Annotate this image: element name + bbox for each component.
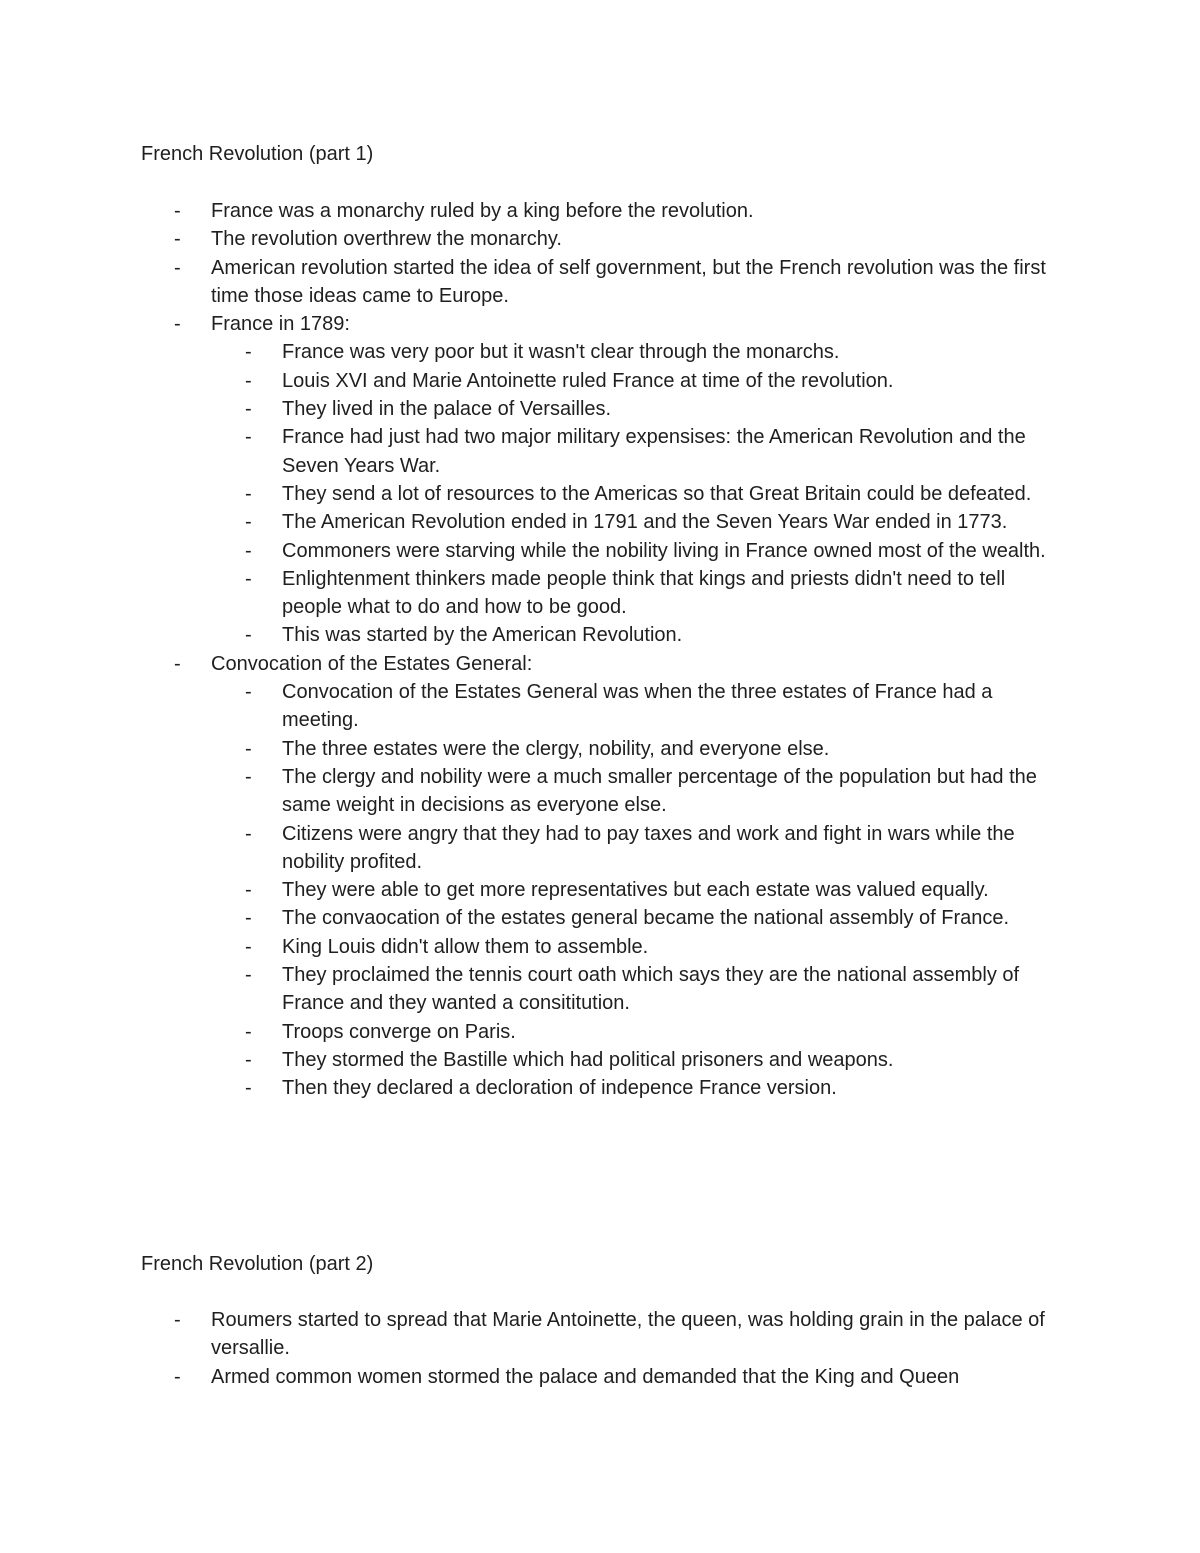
list-item xyxy=(0,1363,1051,1391)
bullet-dash: - xyxy=(245,341,252,364)
list-item xyxy=(0,310,1051,338)
bullet-dash: - xyxy=(245,426,252,449)
bullet-dash: - xyxy=(245,822,252,845)
list-item-text: Enlightenment thinkers made people think that kings and priests didn't need to tell people what to do and how to be good. xyxy=(282,567,1006,619)
list-item xyxy=(0,225,1051,253)
bullet-dash: - xyxy=(174,200,181,222)
bullet-dash: - xyxy=(245,1077,252,1100)
list-item xyxy=(0,395,1057,423)
bullet-dash: - xyxy=(245,539,252,562)
list-item-text: Convocation of the Estates General was when the three estates of France had a meeting. xyxy=(282,681,993,732)
list-item-text: Roumers started to spread that Marie Antoinette, the queen, was holding grain in the palace of versallie. xyxy=(211,1309,1045,1360)
list-item xyxy=(0,876,1057,904)
list-item-text: The clergy and nobility were a much smaller percentage of the population but had the same weight in decisions as everyone else. xyxy=(282,765,1037,817)
list-item-text: They send a lot of resources to the Americas so that Great Britain could be defeated. xyxy=(282,482,1032,505)
list-item-text: Citizens were angry that they had to pay taxes and work and fight in wars while the nobility profited. xyxy=(282,822,1015,873)
bullet-dash: - xyxy=(245,907,252,930)
list-item xyxy=(0,565,1057,622)
list-item xyxy=(0,678,1057,735)
list-item-text: Commoners were starving while the nobility living in France owned most of the wealth. xyxy=(282,539,1046,562)
list-item xyxy=(0,1018,1057,1046)
list-item-text: France had just had two major military expensises: the American Revolution and the Seven Years War. xyxy=(282,426,1026,477)
bullet-dash: - xyxy=(245,681,252,704)
list-item xyxy=(0,735,1057,763)
list-item-text: They were able to get more representatives but each estate was valued equally. xyxy=(282,879,989,902)
bullet-list-part-2 xyxy=(0,1306,1200,1391)
list-item-text: The convaocation of the estates general became the national assembly of France. xyxy=(282,907,1010,930)
bullet-dash: - xyxy=(245,624,252,647)
bullet-dash: - xyxy=(245,964,252,987)
bullet-dash: - xyxy=(245,935,252,958)
bullet-dash: - xyxy=(245,511,252,534)
list-item-text: Convocation of the Estates General: xyxy=(211,652,533,675)
list-item xyxy=(0,254,1051,311)
list-item xyxy=(0,508,1057,536)
bullet-dash: - xyxy=(245,398,252,421)
list-item xyxy=(0,961,1057,1018)
list-item xyxy=(0,537,1057,565)
list-item-text: Armed common women stormed the palace and demanded that the King and Queen xyxy=(211,1365,960,1388)
list-item xyxy=(0,338,1057,366)
list-item xyxy=(0,197,1051,225)
bullet-dash: - xyxy=(245,369,252,392)
list-item-text: France was very poor but it wasn't clear through the monarchs. xyxy=(282,341,840,364)
list-item xyxy=(0,367,1057,395)
list-item-text: France in 1789: xyxy=(211,313,350,336)
list-item xyxy=(0,480,1057,508)
list-item xyxy=(0,820,1057,877)
list-item-text: Troops converge on Paris. xyxy=(282,1020,516,1043)
section-heading-part-1: French Revolution (part 1) xyxy=(141,143,374,165)
list-item xyxy=(0,1306,1051,1363)
bullet-dash: - xyxy=(245,765,252,788)
list-item-text: They lived in the palace of Versailles. xyxy=(282,398,612,421)
bullet-dash: - xyxy=(174,313,181,336)
section-heading-part-2: French Revolution (part 2) xyxy=(141,1253,374,1275)
bullet-dash: - xyxy=(245,482,252,505)
list-item xyxy=(0,904,1057,932)
list-item xyxy=(0,1074,1057,1102)
list-item-text: American revolution started the idea of self government, but the French revolution was the first time those ideas came to Europe. xyxy=(211,256,1046,307)
bullet-dash: - xyxy=(245,1048,252,1071)
bullet-dash: - xyxy=(245,1020,252,1043)
bullet-dash: - xyxy=(245,737,252,760)
bullet-dash: - xyxy=(174,652,181,675)
list-item-text: Then they declared a decloration of indepence France version. xyxy=(282,1077,837,1100)
bullet-dash: - xyxy=(174,228,181,251)
list-item xyxy=(0,423,1057,480)
bullet-dash: - xyxy=(174,256,181,279)
list-item xyxy=(0,933,1057,961)
list-item xyxy=(0,763,1057,820)
list-item-text: They stormed the Bastille which had political prisoners and weapons. xyxy=(282,1048,894,1071)
bullet-dash: - xyxy=(245,567,252,590)
bullet-dash: - xyxy=(174,1365,181,1388)
list-item-text: The revolution overthrew the monarchy. xyxy=(211,228,562,251)
list-item-text: King Louis didn't allow them to assemble. xyxy=(282,935,649,958)
list-item-text: The American Revolution ended in 1791 and the Seven Years War ended in 1773. xyxy=(282,511,1008,534)
list-item xyxy=(0,621,1057,649)
list-item-text: They proclaimed the tennis court oath which says they are the national assembly of France and they wanted a consititution. xyxy=(282,964,1020,1015)
bullet-dash: - xyxy=(174,1309,181,1331)
list-item-text: The three estates were the clergy, nobility, and everyone else. xyxy=(282,737,830,760)
list-item-text: Louis XVI and Marie Antoinette ruled France at time of the revolution. xyxy=(282,369,894,392)
list-item-text: France was a monarchy ruled by a king before the revolution. xyxy=(211,200,754,222)
list-item xyxy=(0,1046,1057,1074)
list-item xyxy=(0,650,1051,678)
bullet-list-part-1 xyxy=(0,197,1200,1103)
bullet-dash: - xyxy=(245,879,252,902)
list-item-text: This was started by the American Revolution. xyxy=(282,624,683,647)
